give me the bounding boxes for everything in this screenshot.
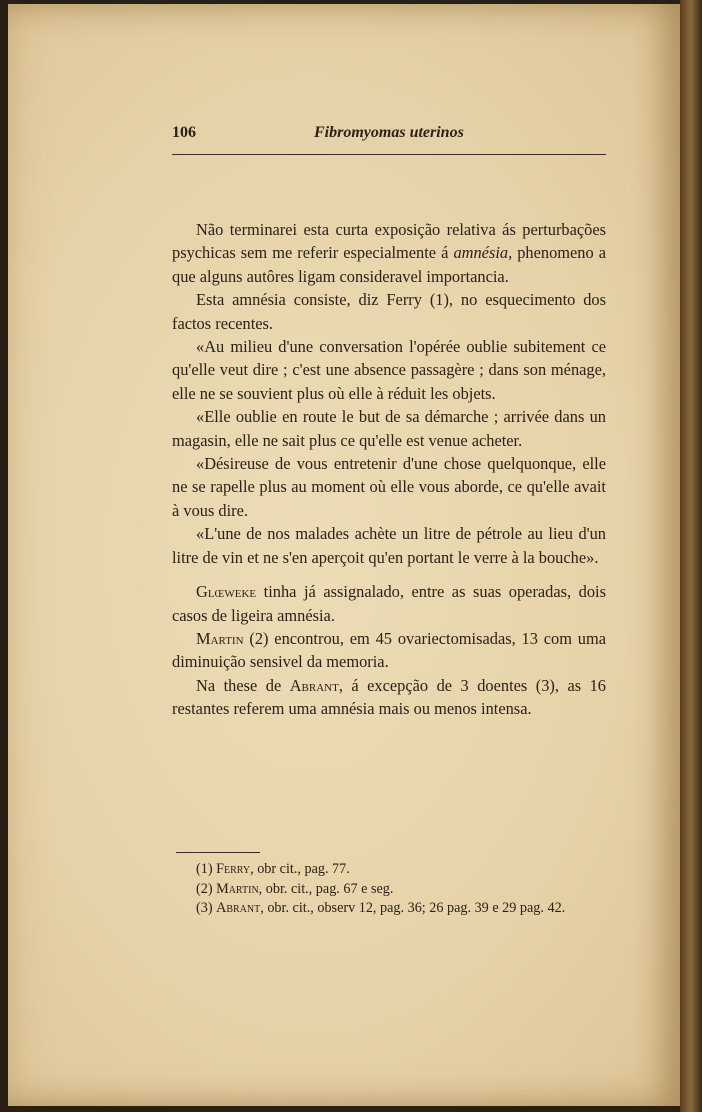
quote-paragraph-2: «Elle oublie en route le but de sa démarche ; arrivée dans un magasin, elle ne sait plus ce qu'elle est venue acheter. [172, 407, 606, 450]
amnesia-term: amnésia, [453, 243, 513, 263]
paragraph-martin: Martin (2) encontrou, em 45 ovariectomisadas, 13 com uma diminuição sensivel da memoria. [172, 628, 606, 672]
paragraph-ferry: Esta amnésia consiste, diz Ferry (1), no esquecimento dos factos recentes. [172, 290, 606, 333]
author-name: Abrant [289, 675, 339, 695]
author-name: Glœweke [196, 582, 257, 602]
book-page [8, 4, 680, 1106]
page-number: 106 [172, 124, 196, 141]
paragraph-amnesia-intro: Não terminarei esta curta exposição relativa ás perturbações psychicas sem me referir especialmente á amnésia, phenomeno a que alguns autôres ligam consideravel importancia. [172, 220, 606, 286]
quote-paragraph-3: «Désireuse de vous entretenir d'une chose quelquonque, elle ne se rapelle plus au moment où elle vous aborde, ce qu'elle avait à vous dire. [172, 454, 606, 520]
footnote-1: (1) Ferry, obr cit., pag. 77. [196, 861, 350, 877]
quote-paragraph-1: «Au milieu d'une conversation l'opérée oublie subitement ce qu'elle veut dire ; c'est une absence passagère ; dans son ménage, elle ne se souvient plus où elle à réduit les objets. [172, 337, 606, 403]
footnote-3: (3) Abrant, obr. cit., observ 12, pag. 36; 26 pag. 39 e 29 pag. 42. [196, 900, 566, 917]
book-spine-edge [680, 0, 702, 1112]
paragraph-abrant: Na these de Abrant, á excepção de 3 doentes (3), as 16 restantes referem uma amnésia mais ou menos intensa. [172, 675, 606, 719]
footnote-divider [176, 852, 260, 853]
footnotes [172, 860, 606, 919]
paragraph-gloeweke: Glœweke tinha já assignalado, entre as suas operadas, dois casos de ligeira amnésia. [172, 582, 606, 625]
running-title: Fibromyomas uterinos [314, 124, 464, 141]
footnote-2: (2) Martin, obr. cit., pag. 67 e seg. [196, 880, 394, 897]
quote-paragraph-4: «L'une de nos malades achète un litre de pétrole au lieu d'un litre de vin et ne s'en aperçoit qu'en portant le verre à la bouche». [172, 524, 606, 567]
body-text [172, 218, 606, 721]
page-header [172, 124, 606, 155]
author-name: Martin [196, 628, 244, 648]
